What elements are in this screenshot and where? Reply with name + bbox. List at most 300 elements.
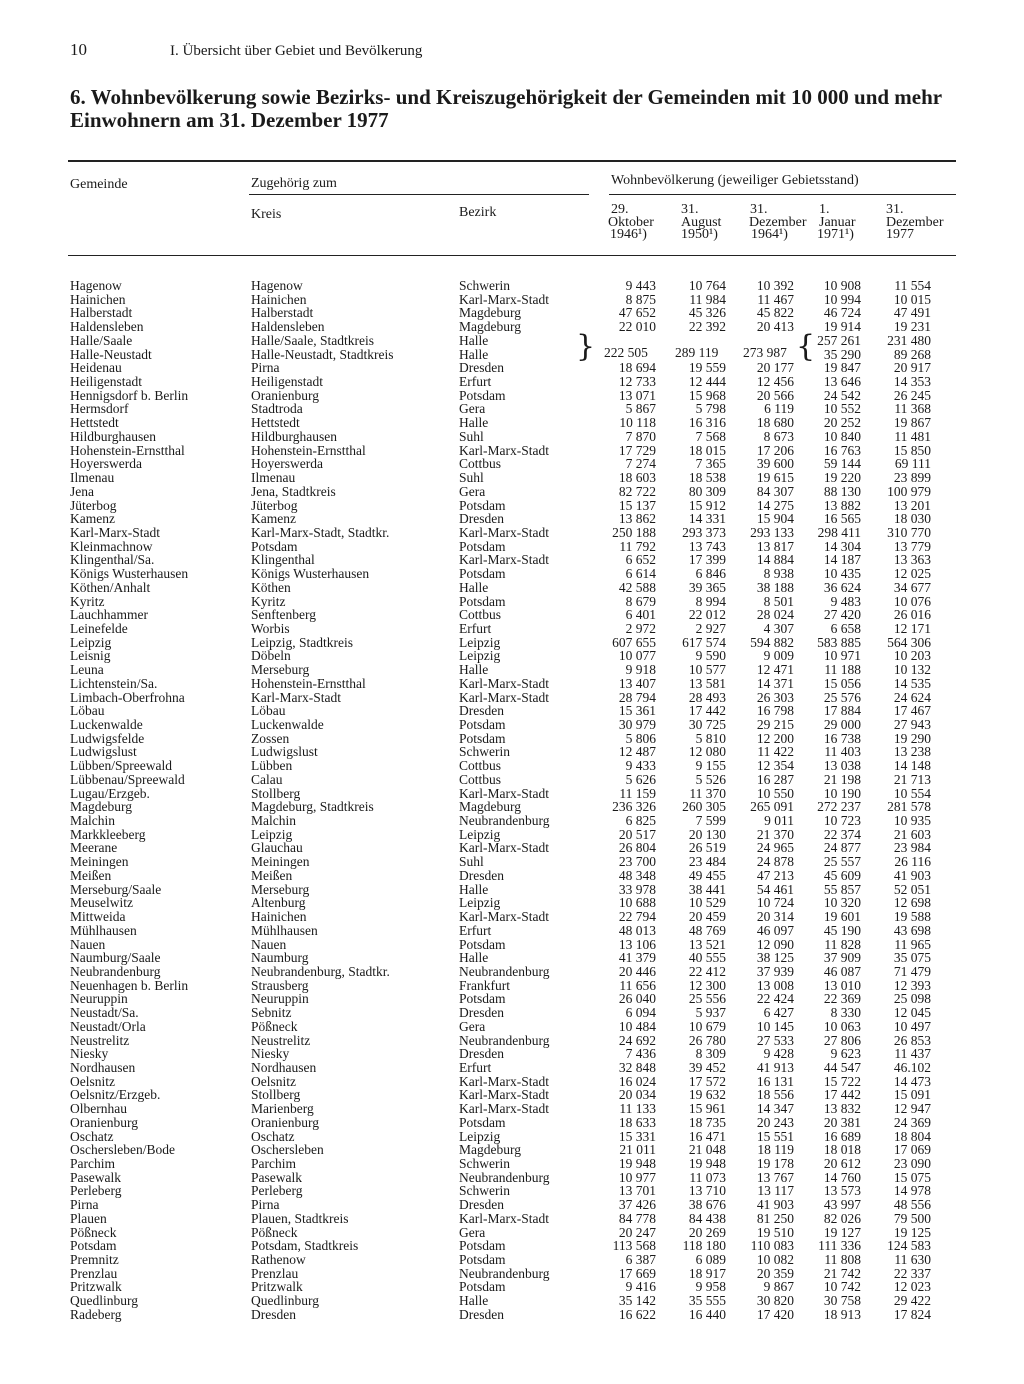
pop-1950-cell: 13 581 (688, 675, 726, 691)
bezirk-cell: Karl-Marx-Stadt (459, 840, 549, 856)
bezirk-cell: Schwerin (459, 1156, 510, 1171)
pop-1946-cell: 41 379 (618, 950, 656, 966)
pop-1964-cell: 27 533 (756, 1032, 794, 1048)
bezirk-cell: Dresden (459, 1197, 504, 1213)
pop-1946-cell: 6 094 (625, 1005, 656, 1021)
kreis-cell: Calau (251, 771, 283, 787)
header-date-1950-year: 1950¹) (681, 227, 718, 242)
kreis-cell: Ludwigslust (251, 744, 318, 760)
header-date-1964-year: 1964¹) (751, 227, 788, 242)
gemeinde-cell: Haldensleben (70, 319, 144, 335)
bezirk-cell: Karl-Marx-Stadt (459, 1087, 549, 1103)
pop-1950-cell: 10 577 (688, 662, 726, 678)
table-row (0, 1075, 1024, 1089)
pop-1946-cell: 6 401 (625, 607, 656, 623)
pop-1964-cell: 28 024 (756, 607, 794, 623)
kreis-cell: Potsdam (251, 538, 298, 554)
gemeinde-cell: Leuna (70, 662, 104, 678)
kreis-cell: Königs Wusterhausen (251, 566, 370, 582)
pop-1946-cell: 5 626 (625, 771, 656, 787)
gemeinde-cell: Ludwigslust (70, 744, 137, 760)
pop-1964-cell: 10 724 (756, 895, 794, 911)
kreis-cell: Prenzlau (251, 1265, 299, 1281)
gemeinde-cell: Königs Wusterhausen (70, 566, 189, 582)
pop-1946-cell: 18 694 (618, 360, 656, 376)
pop-1950-cell: 25 556 (688, 991, 726, 1007)
header-kreis: Kreis (251, 207, 282, 222)
gemeinde-cell: Malchin (70, 813, 115, 829)
pop-1964-cell: 6 427 (763, 1005, 794, 1021)
kreis-cell: Luckenwalde (251, 717, 324, 732)
pop-1964-cell: 13 117 (757, 1183, 794, 1199)
pop-1946-cell: 32 848 (618, 1059, 656, 1075)
pop-1971-cell: 10 908 (823, 278, 861, 293)
gemeinde-cell: Prenzlau (70, 1265, 118, 1281)
bezirk-cell: Dresden (459, 867, 504, 883)
pop-1977-cell: 26 853 (893, 1032, 931, 1048)
table-row (0, 361, 1024, 375)
header-date-1950-day: 31. (681, 202, 699, 217)
pop-1950-cell: 15 961 (688, 1101, 726, 1117)
pop-1964-cell: 12 090 (756, 936, 794, 952)
header-date-1964 (742, 204, 814, 242)
kreis-cell: Neuruppin (251, 991, 309, 1007)
table-row (0, 595, 1024, 609)
pop-1964-cell: 47 213 (756, 867, 794, 883)
pop-1971-cell: 10 723 (823, 813, 861, 829)
kreis-cell: Nauen (251, 936, 287, 952)
bezirk-cell: Karl-Marx-Stadt (459, 1073, 549, 1089)
table-row (0, 1157, 1024, 1171)
pop-1950-cell: 9 155 (695, 758, 726, 774)
kreis-cell: Pirna (251, 1197, 280, 1213)
bezirk-cell: Karl-Marx-Stadt (459, 552, 549, 568)
pop-1977-cell: 281 578 (887, 799, 931, 815)
bezirk-cell: Cottbus (459, 456, 502, 472)
bezirk-cell: Karl-Marx-Stadt (459, 785, 549, 801)
bezirk-cell: Gera (459, 401, 486, 417)
pop-1971-cell: 30 758 (823, 1293, 861, 1309)
pop-1946-cell: 28 794 (618, 689, 656, 705)
gemeinde-cell: Neubrandenburg (70, 963, 161, 979)
kreis-cell: Köthen (251, 579, 291, 595)
kreis-cell: Oranienburg (251, 1114, 319, 1130)
pop-1946-cell: 13 862 (618, 511, 656, 527)
pop-1946-cell: 16 024 (618, 1073, 656, 1089)
pop-1971-cell: 19 127 (823, 1224, 861, 1240)
kreis-cell: Hohenstein-Ernstthal (251, 675, 366, 691)
table-row (0, 938, 1024, 952)
bezirk-cell: Dresden (459, 360, 504, 376)
pop-1977-cell: 19 867 (893, 415, 931, 431)
pop-1950-cell: 8 309 (695, 1046, 726, 1062)
table-row (0, 581, 1024, 595)
pop-1971-cell: 19 220 (823, 470, 861, 486)
pop-1977-cell: 10 935 (893, 813, 931, 829)
pop-1950-cell: 6 846 (695, 566, 726, 582)
pop-1946-cell: 82 722 (618, 483, 656, 499)
gemeinde-cell: Meißen (70, 867, 112, 883)
pop-1964-cell: 9 428 (763, 1046, 794, 1062)
table-row (0, 1280, 1024, 1294)
table-row (0, 773, 1024, 787)
pop-1971-cell: 16 738 (823, 730, 861, 746)
page-number: 10 (70, 40, 87, 59)
header-date-1946-day: 29. (611, 202, 629, 217)
pop-1977-cell: 23 090 (893, 1156, 931, 1171)
pop-1971-cell: 45 609 (823, 867, 861, 883)
kreis-cell: Hohenstein-Ernstthal (251, 442, 366, 458)
pop-1971-cell: 25 576 (823, 689, 861, 705)
pop-1971-cell: 10 190 (823, 785, 861, 801)
kreis-cell: Perleberg (251, 1183, 303, 1199)
pop-1950-cell: 30 725 (688, 717, 726, 732)
gemeinde-cell: Meuselwitz (70, 895, 133, 911)
pop-1971-cell: 18 913 (823, 1306, 861, 1322)
brace-right: } (576, 329, 596, 364)
table-row (0, 1143, 1024, 1157)
pop-1971-cell: 15 722 (823, 1073, 861, 1089)
table-row (0, 471, 1024, 485)
bezirk-cell: Dresden (459, 1005, 504, 1021)
pop-1971-cell: 15 056 (823, 675, 861, 691)
gemeinde-cell: Hennigsdorf b. Berlin (70, 387, 189, 403)
pop-1971-cell: 22 369 (823, 991, 861, 1007)
table-row (0, 1253, 1024, 1267)
pop-1971-cell: 6 658 (830, 620, 861, 636)
pop-1946-cell: 5 867 (625, 401, 656, 417)
table-row (0, 979, 1024, 993)
gemeinde-cell: Hermsdorf (70, 401, 129, 417)
pop-1971-cell: 59 144 (823, 456, 861, 472)
kreis-cell: Stollberg (251, 1087, 301, 1103)
pop-1950-cell: 84 438 (688, 1210, 726, 1226)
kreis-cell: Stadtroda (251, 401, 303, 417)
bezirk-cell: Karl-Marx-Stadt (459, 524, 549, 540)
pop-1971-cell: 8 330 (830, 1005, 861, 1021)
bezirk-cell: Schwerin (459, 278, 510, 293)
pop-1946-cell: 20 034 (618, 1087, 656, 1103)
pop-1946-cell: 35 142 (618, 1293, 656, 1309)
gemeinde-cell: Magdeburg (70, 799, 132, 815)
pop-1964-cell: 14 884 (756, 552, 794, 568)
kreis-cell: Klingenthal (251, 552, 315, 568)
pop-1964-cell: 20 566 (756, 387, 794, 403)
pop-1946-cell: 6 387 (625, 1252, 656, 1268)
pop-1950-cell: 12 444 (688, 374, 726, 390)
pop-1950-cell: 20 269 (688, 1224, 726, 1240)
gemeinde-cell: Pasewalk (70, 1169, 121, 1185)
pop-1977-cell: 14 535 (893, 675, 931, 691)
pop-1977-cell: 11 481 (894, 428, 931, 444)
pop-1977-cell: 20 917 (893, 360, 931, 376)
pop-1977-cell: 14 978 (893, 1183, 931, 1199)
kreis-cell: Oschersleben (251, 1142, 324, 1158)
pop-1977-cell: 11 437 (894, 1046, 931, 1062)
pop-1946-cell: 48 348 (618, 867, 656, 883)
pop-1946-cell: 37 426 (618, 1197, 656, 1213)
kreis-cell: Döbeln (251, 648, 291, 664)
pop-1950-cell: 49 455 (688, 867, 726, 883)
pop-1971-cell: 298 411 (817, 524, 861, 540)
pop-1946-cell: 30 979 (618, 717, 656, 732)
header-date-1950 (666, 204, 738, 242)
table-row (0, 567, 1024, 581)
pop-1950-cell: 22 012 (688, 607, 726, 623)
pop-1977-cell: 12 045 (893, 1005, 931, 1021)
pop-1977-cell: 12 023 (893, 1279, 931, 1295)
pop-1950-cell: 5 526 (695, 771, 726, 787)
pop-1977-cell: 43 698 (893, 922, 931, 938)
table-row (0, 553, 1024, 567)
pop-1977-cell: 24 369 (893, 1114, 931, 1130)
kreis-cell: Rathenow (251, 1252, 306, 1268)
pop-1946-cell: 21 011 (619, 1142, 656, 1158)
gemeinde-cell: Oschatz (70, 1128, 114, 1144)
pop-1950-cell: 617 574 (682, 634, 726, 650)
bezirk-cell: Karl-Marx-Stadt (459, 689, 549, 705)
pop-1946-cell: 2 972 (625, 620, 656, 636)
table-row (0, 1034, 1024, 1048)
pop-1964-cell: 16 798 (756, 703, 794, 719)
table-row (0, 828, 1024, 842)
table-row (0, 1267, 1024, 1281)
pop-1977-cell: 14 473 (893, 1073, 931, 1089)
pop-1950-cell: 22 392 (688, 319, 726, 335)
bezirk-cell: Neubrandenburg (459, 1032, 550, 1048)
pop-1964-cell: 4 307 (763, 620, 794, 636)
pop-1950-cell: 13 710 (688, 1183, 726, 1199)
table-row (0, 430, 1024, 444)
pop-1971-cell: 10 435 (823, 566, 861, 582)
pop-1971-cell: 45 190 (823, 922, 861, 938)
bezirk-cell: Suhl (459, 428, 484, 444)
pop-1950-cell: 7 568 (695, 428, 726, 444)
kreis-cell: Karl-Marx-Stadt (251, 689, 341, 705)
kreis-cell: Stollberg (251, 785, 301, 801)
pop-1977-cell: 24 624 (893, 689, 931, 705)
header-date-1946-year: 1946¹) (610, 227, 647, 242)
table-row (0, 718, 1024, 732)
gemeinde-cell: Oelsnitz (70, 1073, 115, 1089)
pop-1946-cell: 7 436 (625, 1046, 656, 1062)
pop-1946-cell: 15 137 (618, 497, 656, 513)
gemeinde-cell: Leipzig (70, 634, 112, 650)
pop-1977-cell: 19 125 (893, 1224, 931, 1240)
bezirk-cell: Potsdam (459, 936, 506, 952)
pop-1964-cell: 20 413 (756, 319, 794, 335)
pop-1971-cell: 257 261 (817, 332, 861, 348)
pop-1971-cell: 16 763 (823, 442, 861, 458)
kreis-cell: Quedlinburg (251, 1293, 319, 1309)
pop-1964-cell: 19 178 (756, 1156, 794, 1171)
gemeinde-cell: Oranienburg (70, 1114, 138, 1130)
table-row (0, 1061, 1024, 1075)
pop-1946-cell: 12 487 (618, 744, 656, 760)
pop-1950-cell: 28 493 (688, 689, 726, 705)
kreis-cell: Leipzig, Stadtkreis (251, 634, 353, 650)
pop-1950-cell: 18 917 (688, 1265, 726, 1281)
table-row (0, 841, 1024, 855)
kreis-cell: Worbis (251, 620, 290, 636)
pop-1971-cell: 20 252 (823, 415, 861, 431)
table-row (0, 540, 1024, 554)
pop-1946-cell: 24 692 (618, 1032, 656, 1048)
table-row (0, 293, 1024, 307)
gemeinde-cell: Nordhausen (70, 1059, 136, 1075)
pop-1964-cell: 12 471 (756, 662, 794, 678)
halle-merged-1950: 289 119 (675, 345, 719, 360)
gemeinde-cell: Neuruppin (70, 991, 128, 1007)
pop-1964-cell: 110 083 (750, 1238, 794, 1254)
pop-1950-cell: 26 780 (688, 1032, 726, 1048)
bezirk-cell: Potsdam (459, 1252, 506, 1268)
pop-1977-cell: 10 554 (893, 785, 931, 801)
kreis-cell: Altenburg (251, 895, 306, 911)
pop-1971-cell: 10 320 (823, 895, 861, 911)
gemeinde-cell: Hettstedt (70, 415, 119, 431)
pop-1971-cell: 10 994 (823, 291, 861, 307)
pop-1964-cell: 9 867 (763, 1279, 794, 1295)
kreis-cell: Jena, Stadtkreis (251, 483, 336, 499)
pop-1964-cell: 12 354 (756, 758, 794, 774)
table-row (0, 402, 1024, 416)
header-zugehoerig: Zugehörig zum (251, 176, 337, 191)
pop-1971-cell: 13 646 (823, 374, 861, 390)
pop-1950-cell: 2 927 (695, 620, 726, 636)
pop-1977-cell: 41 903 (893, 867, 931, 883)
header-date-1946 (588, 204, 660, 242)
top-rule (68, 160, 956, 162)
pop-1946-cell: 7 870 (625, 428, 656, 444)
pop-1977-cell: 26 016 (893, 607, 931, 623)
table-row (0, 334, 1024, 348)
pop-1950-cell: 16 471 (688, 1128, 726, 1144)
pop-1950-cell: 23 484 (688, 854, 726, 870)
table-row (0, 485, 1024, 499)
bezirk-cell: Magdeburg (459, 799, 521, 815)
gemeinde-cell: Oschersleben/Bode (70, 1142, 175, 1158)
header-gemeinde: Gemeinde (70, 177, 128, 192)
pop-1964-cell: 54 461 (756, 881, 794, 897)
gemeinde-cell: Radeberg (70, 1306, 122, 1322)
table-row (0, 732, 1024, 746)
pop-1971-cell: 13 038 (823, 758, 861, 774)
table-row (0, 1171, 1024, 1185)
gemeinde-cell: Karl-Marx-Stadt (70, 524, 160, 540)
pop-1977-cell: 11 630 (894, 1252, 931, 1268)
table-row (0, 512, 1024, 526)
pop-1971-cell: 10 552 (823, 401, 861, 417)
gemeinde-cell: Parchim (70, 1156, 115, 1171)
gemeinde-cell: Plauen (70, 1210, 107, 1226)
bezirk-cell: Potsdam (459, 991, 506, 1007)
pop-1971-cell: 10 063 (823, 1018, 861, 1034)
pop-1964-cell: 19 510 (756, 1224, 794, 1240)
pop-1964-cell: 17 206 (756, 442, 794, 458)
pop-1971-cell: 17 884 (823, 703, 861, 719)
bezirk-cell: Frankfurt (459, 977, 510, 993)
pop-1964-cell: 293 133 (750, 524, 794, 540)
pop-1971-cell: 17 442 (823, 1087, 861, 1103)
kreis-cell: Plauen, Stadtkreis (251, 1210, 349, 1226)
pop-1971-cell: 19 914 (823, 319, 861, 335)
pop-1964-cell: 8 938 (763, 566, 794, 582)
kreis-cell: Hainichen (251, 909, 307, 925)
pop-1946-cell: 11 792 (619, 538, 656, 554)
table-row (0, 800, 1024, 814)
bezirk-cell: Potsdam (459, 1238, 506, 1254)
kreis-cell: Merseburg (251, 662, 310, 678)
pop-1964-cell: 13 817 (756, 538, 794, 554)
pop-1964-cell: 18 556 (756, 1087, 794, 1103)
pop-1977-cell: 13 238 (893, 744, 931, 760)
header-date-1964-day: 31. (750, 202, 768, 217)
pop-1950-cell: 20 459 (688, 909, 726, 925)
bezirk-cell: Gera (459, 1224, 486, 1240)
pop-1950-cell: 38 441 (688, 881, 726, 897)
pop-1950-cell: 18 015 (688, 442, 726, 458)
table-row (0, 457, 1024, 471)
pop-1946-cell: 6 825 (625, 813, 656, 829)
header-date-1977 (878, 204, 950, 242)
pop-1964-cell: 9 009 (763, 648, 794, 664)
pop-1950-cell: 39 365 (688, 579, 726, 595)
pop-1950-cell: 19 559 (688, 360, 726, 376)
pop-1964-cell: 20 243 (756, 1114, 794, 1130)
pop-1946-cell: 607 655 (612, 634, 656, 650)
pop-1950-cell: 19 632 (688, 1087, 726, 1103)
pop-1946-cell: 17 729 (618, 442, 656, 458)
pop-1964-cell: 12 456 (756, 374, 794, 390)
pop-1946-cell: 13 106 (618, 936, 656, 952)
kreis-cell: Zossen (251, 730, 290, 746)
pop-1977-cell: 11 965 (894, 936, 931, 952)
pop-1946-cell: 10 118 (619, 415, 656, 431)
bezirk-cell: Halle (459, 881, 489, 897)
pop-1977-cell: 124 583 (887, 1238, 931, 1254)
gemeinde-cell: Pritzwalk (70, 1279, 122, 1295)
pop-1964-cell: 29 215 (756, 717, 794, 732)
table-row (0, 745, 1024, 759)
bezirk-cell: Suhl (459, 854, 484, 870)
pop-1950-cell: 48 769 (688, 922, 726, 938)
kreis-cell: Heiligenstadt (251, 374, 323, 390)
gemeinde-cell: Köthen/Anhalt (70, 579, 151, 595)
gemeinde-cell: Neustadt/Orla (70, 1018, 146, 1034)
table-row (0, 444, 1024, 458)
pop-1946-cell: 17 669 (618, 1265, 656, 1281)
pop-1964-cell: 24 878 (756, 854, 794, 870)
pop-1977-cell: 21 713 (893, 771, 931, 787)
pop-1946-cell: 26 804 (618, 840, 656, 856)
pop-1977-cell: 29 422 (893, 1293, 931, 1309)
pop-1950-cell: 9 958 (695, 1279, 726, 1295)
pop-1950-cell: 17 399 (688, 552, 726, 568)
table-row (0, 691, 1024, 705)
pop-1977-cell: 10 203 (893, 648, 931, 664)
section-title: I. Übersicht über Gebiet und Bevölkerung (170, 43, 423, 59)
pop-1977-cell: 100 979 (887, 483, 931, 499)
kreis-cell: Magdeburg, Stadtkreis (251, 799, 374, 815)
pop-1964-cell: 13 767 (756, 1169, 794, 1185)
kreis-cell: Pirna (251, 360, 280, 376)
pop-1971-cell: 21 742 (823, 1265, 861, 1281)
pop-1977-cell: 19 290 (893, 730, 931, 746)
pop-1971-cell: 88 130 (823, 483, 861, 499)
bezirk-cell: Karl-Marx-Stadt (459, 1101, 549, 1117)
kreis-cell: Halle/Saale, Stadtkreis (251, 332, 374, 348)
